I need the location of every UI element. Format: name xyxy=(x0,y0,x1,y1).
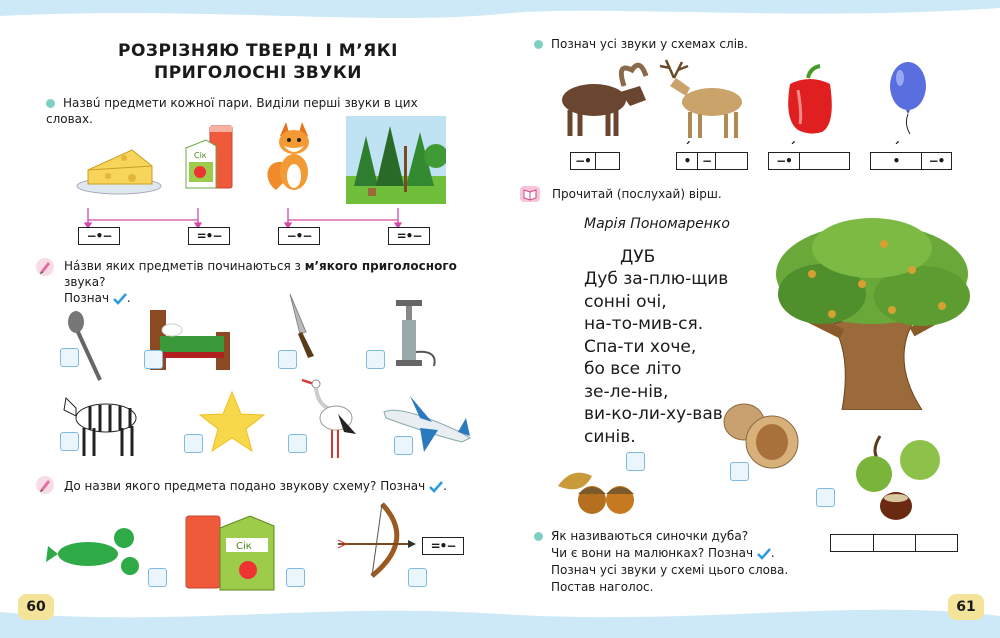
vowel-dot: • xyxy=(892,154,900,168)
pencil-icon xyxy=(36,476,54,494)
stork-picture xyxy=(298,374,360,460)
poem-line: Спа-ти хоче, xyxy=(584,336,697,357)
checkmark-icon xyxy=(113,293,127,305)
task-1-text: Назвú предмети кожної пари. Виділи перші звуки в цих словах. xyxy=(46,96,418,126)
title-line-2: ПРИГОЛОСНІ ЗВУКИ xyxy=(154,63,362,83)
task-2-line-2: Познач xyxy=(64,291,110,305)
scheme-pair-2a[interactable] xyxy=(278,227,320,245)
checkbox-pump[interactable] xyxy=(366,350,385,369)
poem-line: синів. xyxy=(584,426,636,447)
top-wave-decoration xyxy=(0,0,1000,26)
checkmark-icon xyxy=(429,481,443,493)
bottom-wave-decoration xyxy=(0,598,1000,638)
scheme-cell: −• xyxy=(575,154,591,168)
scheme-cell: −• xyxy=(921,153,951,169)
scheme-cell: − xyxy=(697,153,715,169)
juice-picture xyxy=(180,122,238,192)
poem-author: Марія Пономаренко xyxy=(584,216,730,232)
book-icon xyxy=(520,186,540,202)
page-number-left: 60 xyxy=(18,594,54,620)
stress-mark: ´ xyxy=(684,141,690,157)
scheme-cell xyxy=(871,141,921,169)
scheme-cell xyxy=(715,153,747,169)
page-title xyxy=(108,40,408,84)
scheme-symbol: −• xyxy=(776,154,792,168)
walnut-picture xyxy=(720,398,802,472)
right-task-1 xyxy=(534,36,934,52)
bullet-icon xyxy=(534,532,543,541)
poem-line: бо все літо xyxy=(584,359,682,379)
bullet-icon xyxy=(46,99,55,108)
scheme-pepper[interactable] xyxy=(768,141,850,170)
checkbox-juice[interactable] xyxy=(286,568,305,587)
poem-line: ви-ко-ли-ху-вав xyxy=(584,404,723,424)
poem-line: на-то-мив-ся. xyxy=(584,314,704,334)
scheme-cell: =•− xyxy=(430,539,456,553)
checkbox-spoon[interactable] xyxy=(60,348,79,367)
bullet-icon xyxy=(534,40,543,49)
pencil-icon xyxy=(36,258,54,276)
chestnut-picture xyxy=(840,432,946,524)
checkbox-airplane[interactable] xyxy=(394,436,413,455)
crayfish-picture xyxy=(44,516,140,580)
vowel-dot: • xyxy=(683,154,691,168)
right-task-1-text: Познач усі звуки у схемах слів. xyxy=(551,37,748,51)
forest-picture xyxy=(346,116,446,204)
checkbox-stork[interactable] xyxy=(288,434,307,453)
checkbox-walnut[interactable] xyxy=(730,462,749,481)
scheme-deer[interactable] xyxy=(676,141,748,170)
scheme-cell xyxy=(831,535,873,551)
cheese-picture xyxy=(74,140,164,196)
scheme-pair-1a[interactable] xyxy=(78,227,120,245)
scheme-cell xyxy=(915,535,957,551)
right-task-3: Як називаються синочки дуба? Чи є вони на малюнках? Познач . Познач усі звуки у схемі цього слова. Постав наголос. xyxy=(534,528,824,596)
task-2: Нáзви яких предметів починаються з м’якого приголосного звука? Познач . xyxy=(64,259,457,305)
scheme-moose[interactable] xyxy=(570,152,620,170)
scheme-cell: =•− xyxy=(196,229,222,243)
checkmark-icon xyxy=(757,548,771,560)
bow-picture xyxy=(332,500,416,580)
poem-line: сонні очі, xyxy=(584,291,667,312)
right-task-3-line: Як називаються синочки дуба? xyxy=(551,529,749,543)
oak-tree-picture xyxy=(772,214,976,410)
checkbox-star[interactable] xyxy=(184,434,203,453)
right-task-2: Прочитай (послухай) вірш. xyxy=(552,187,722,201)
right-task-3-line: Чи є вони на малюнках? Познач xyxy=(551,546,754,560)
scheme-acorn-word[interactable] xyxy=(830,534,958,552)
checkbox-zebra[interactable] xyxy=(60,432,79,451)
poem-line: Дуб за-плю-щив xyxy=(584,269,729,289)
pump-picture xyxy=(394,296,444,370)
poem-line: зе-ле-нів, xyxy=(584,381,669,402)
task-3: До назви якого предмета подано звукову схему? Познач . xyxy=(64,479,447,493)
scheme-cell xyxy=(799,153,849,169)
pepper-picture xyxy=(782,64,838,136)
scheme-cell xyxy=(769,141,799,169)
juice-box-label: Сік xyxy=(236,541,252,552)
scheme-pair-2b[interactable] xyxy=(388,227,430,245)
scheme-cell xyxy=(677,141,697,169)
scheme-bow[interactable] xyxy=(422,537,464,555)
checkbox-crayfish[interactable] xyxy=(148,568,167,587)
checkbox-bow[interactable] xyxy=(408,568,427,587)
juice-label: Сік xyxy=(194,151,207,160)
stress-mark: ´ xyxy=(893,141,899,157)
juice-box-picture xyxy=(182,508,278,592)
scheme-cell xyxy=(595,153,619,169)
deer-picture xyxy=(656,56,752,140)
checkbox-bed[interactable] xyxy=(144,350,163,369)
spoon-picture xyxy=(64,310,108,382)
checkbox-acorns[interactable] xyxy=(626,452,645,471)
task-2-text-b: звука? xyxy=(64,275,106,289)
page-number-right: 61 xyxy=(948,594,984,620)
moose-picture xyxy=(550,56,650,140)
scheme-balloon[interactable] xyxy=(870,141,952,170)
fox-picture xyxy=(262,116,320,196)
scheme-cell: =•− xyxy=(396,229,422,243)
scheme-cell: −•− xyxy=(86,229,112,243)
right-task-3-line: Постав наголос. xyxy=(551,580,654,594)
stress-mark: ´ xyxy=(789,141,795,157)
balloon-picture xyxy=(886,58,930,136)
title-line-1: РОЗРІЗНЯЮ ТВЕРДІ І М’ЯКІ xyxy=(118,41,398,61)
task-2-text-a: Нáзви яких предметів починаються з xyxy=(64,259,305,273)
task-3-text: До назви якого предмета подано звукову схему? Познач xyxy=(64,479,426,493)
pair-connectors xyxy=(80,206,440,228)
poem-title: ДУБ xyxy=(620,247,656,267)
scheme-cell: −•− xyxy=(286,229,312,243)
star-picture xyxy=(196,388,268,454)
scheme-pair-1b[interactable] xyxy=(188,227,230,245)
right-task-3-line: Познач усі звуки у схемі цього слова. xyxy=(551,563,789,577)
checkbox-chestnut[interactable] xyxy=(816,488,835,507)
task-2-bold: м’якого приголосного xyxy=(304,259,457,273)
checkbox-knife[interactable] xyxy=(278,350,297,369)
scheme-cell xyxy=(873,535,915,551)
